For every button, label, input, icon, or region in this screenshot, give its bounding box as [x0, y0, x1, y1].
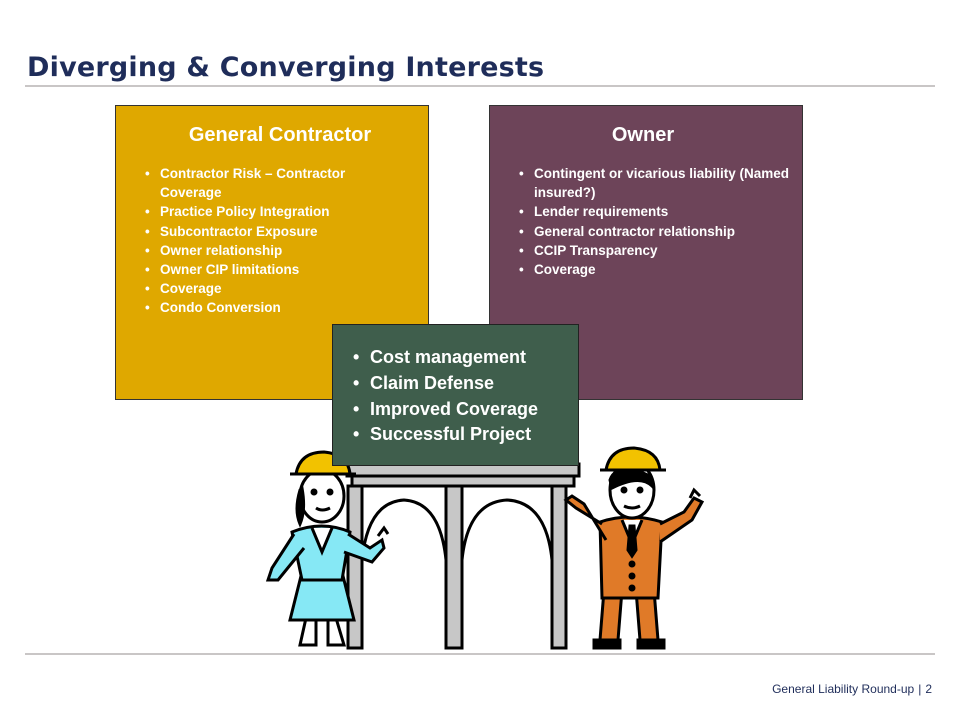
list-item: • Contractor Risk – Contractor Coverage [160, 164, 410, 202]
owner-list [534, 164, 794, 279]
list-item: • Coverage [160, 279, 410, 298]
list-item: • Owner CIP limitations [160, 260, 410, 279]
list-item: • Cost management [370, 345, 538, 371]
owner-heading: Owner [611, 124, 675, 146]
footer-label: General Liability Round-up [772, 682, 915, 696]
list-item: • Condo Conversion [160, 298, 410, 317]
title-divider [25, 85, 935, 87]
list-item: • General contractor relationship [534, 222, 794, 241]
list-item: • CCIP Transparency [534, 241, 794, 260]
list-item: • Lender requirements [534, 202, 794, 221]
list-item: • Owner relationship [160, 241, 410, 260]
list-item: • Claim Defense [370, 371, 538, 397]
list-item: • Successful Project [370, 422, 538, 448]
footer-divider [25, 653, 935, 655]
list-item: • Contingent or vicarious liability (Named insured?) [534, 164, 794, 202]
list-item: • Coverage [534, 260, 794, 279]
man-worker-icon [566, 448, 702, 648]
common-interests-list [370, 345, 538, 448]
footer [772, 682, 932, 696]
slide-title: Diverging & Converging Interests [27, 52, 545, 83]
common-interests-box [332, 324, 579, 466]
list-item: • Improved Coverage [370, 397, 538, 423]
page-number: 2 [925, 682, 932, 696]
general-contractor-heading: General Contractor [188, 124, 372, 146]
footer-separator: | [918, 682, 922, 696]
bridge-icon [347, 464, 579, 648]
general-contractor-list [160, 164, 410, 318]
list-item: • Practice Policy Integration [160, 202, 410, 221]
construction-workers-bridge-clipart [250, 440, 710, 650]
list-item: • Subcontractor Exposure [160, 222, 410, 241]
